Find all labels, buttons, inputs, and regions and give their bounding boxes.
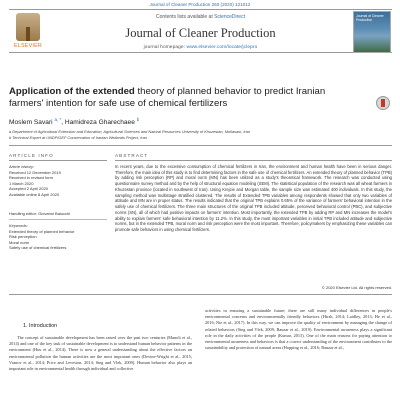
body-column-right xyxy=(205,308,392,352)
author-list: Moslem Savari $^{a, *}$, Hamidreza Gharechaee $^b$ xyxy=(9,117,140,127)
divider xyxy=(9,219,107,220)
keyword: Extended theory of planned behavior xyxy=(9,228,75,234)
keyword: Safety use of chemical fertilizers xyxy=(9,245,67,251)
article-history xyxy=(9,164,107,197)
author-name[interactable]: Moslem Savari xyxy=(9,119,55,127)
crossmark-icon[interactable] xyxy=(376,96,390,110)
divider xyxy=(115,160,392,161)
journal-masthead xyxy=(9,9,392,53)
handling-editor: Handling editor: Giovanni Baiocchi xyxy=(9,211,71,216)
section-heading-introduction: 1. Introduction xyxy=(23,323,58,329)
body-column-left xyxy=(9,335,192,372)
paragraph: activities in ensuring a sustainable future; there are still many individual differences in people's environmental concerns and environmentally friendly behaviors (Hirsh, 2014; Laidley, 2013; He et al., 2016; Nie et al., 2017). In this way, we can improve the quality of environment by managing the change of related behaviors (Steg and Vlek, 2009; Bauzar et al., 2019). Environmental awareness plays a significant role in the daily activities of the people (Kumar, 2013). One of the main reasons for paying attention to environmental awareness and behaviors is that a correct understanding of the environment contributes to the sustainability and protection of natural areas (Hopping et al., 2016; Bauzar et al., xyxy=(205,308,392,351)
divider xyxy=(9,160,107,161)
affiliation-a: a Department of Agricultural Extension and Education, Agricultural Sciences and Natural Resources University of Khuzestan, Mollasani, Iran xyxy=(9,129,251,134)
keywords-label: Keywords: xyxy=(9,223,28,228)
history-line: Available online 8 April 2020 xyxy=(9,191,60,197)
affiliation-marker[interactable]: b xyxy=(136,117,140,122)
abstract-heading: ABSTRACT xyxy=(115,153,149,158)
contents-line: Contents lists available at ScienceDirect xyxy=(156,14,245,20)
cover-label: Journal of Cleaner Production xyxy=(356,14,384,22)
publisher-name: ELSEVIER xyxy=(14,43,42,49)
keyword: Moral norm xyxy=(9,239,30,245)
divider xyxy=(9,294,392,295)
article-info-heading: ARTICLE INFO xyxy=(9,153,54,158)
journal-title: Journal of Cleaner Production xyxy=(125,26,276,40)
keyword: Risk perception xyxy=(9,234,37,240)
history-line: Accepted 2 April 2020 xyxy=(9,186,48,192)
journal-homepage-link[interactable]: www.elsevier.com/locate/jclepro xyxy=(186,45,258,50)
affiliation-marker[interactable]: a, * xyxy=(54,117,62,122)
article-title: Application of the extended theory of planned behavior to predict Iranian farmers' intention for safe use of chemical fertilizers xyxy=(9,86,326,109)
journal-citation[interactable]: Journal of Cleaner Production 260 (2020) 121012 xyxy=(149,2,251,7)
history-label: Article history: xyxy=(9,164,35,169)
affiliation-b: b Technical Expert at UNDP/GEF Conservation of Iranian Wetlands Project, Iran xyxy=(9,135,147,140)
abstract-text: In recent years, due to the excessive consumption of chemical fertilizers in Iran, the environment and human health have been in serious danger. Therefore, the main idea of this study is to find determining factors in the safe use of chemical fertilizers. An extended theory of planned behavior (TPB) by adding risk perception (RP) and moral norm (MN) has been utilized as a study's theoretical framework. The research was conducted using questionnaire survey method and by the help of structural equation modeling (SEM). The statistical population of the research was all wheat farmers in Khuzestan province (located in southwest of Iran). Using Krejcie and Morgan table, the sample size was estimated 400 individuals. In this study, the sampling method was multistage stratified clustered. The results of Extended TPB variables among respondents showed that only two variables of attitude and MN are in proper status. The results indicated that the original TPB explains 0.65% of the variance of farmers' behavioral intention in the safely use of chemical fertilizers. The three main structures of the original TPB included attitude, perceived behavioral control (PBC), and subjective norms (SN), all of which had positive impacts on farmers' intention. Most importantly, the extended TPB by adding RP and MN increases the model's ability to explain farmers' safe behavioral intention by 11.2%. In this study, the most important variables in initial TPB included attitude and subjective norms, but in the extended TPB, moral norm and risk perception were the most important. Therefore, policymakers by emphasizing these variables can promote safe behaviors in using chemical fertilizers. xyxy=(115,164,392,233)
divider xyxy=(9,145,392,146)
history-line: 1 March 2020 xyxy=(9,180,34,186)
copyright-notice: © 2020 Elsevier Ltd. All rights reserved. xyxy=(321,285,392,290)
keywords xyxy=(9,223,107,251)
sciencedirect-link[interactable]: ScienceDirect xyxy=(214,14,245,20)
author-name[interactable]: Hamidreza Gharechaee xyxy=(64,119,137,127)
history-line: Received in revised form xyxy=(9,175,54,181)
journal-homepage: journal homepage: www.elsevier.com/locate/jclepro xyxy=(143,45,258,50)
paragraph: The concept of sustainable development has been raised over the past two centuries (Manoli et al., 2014) and one of the key task of sustainable development is to understand human behavior patterns in the environment (Hou et al., 2014). There is now a general understanding about the effective factors on environmental pollution the human activities are the most important ones (Devine-Wright et al., 2015; Vranov et al., 2014; Price and Levesion, 2014; Steg and Vlek, 2009). Human behavior also plays an important role in environmental health through individual and collective xyxy=(9,335,192,372)
journal-cover-image[interactable] xyxy=(353,11,391,53)
history-line: Received 12 December 2019 xyxy=(9,169,61,175)
